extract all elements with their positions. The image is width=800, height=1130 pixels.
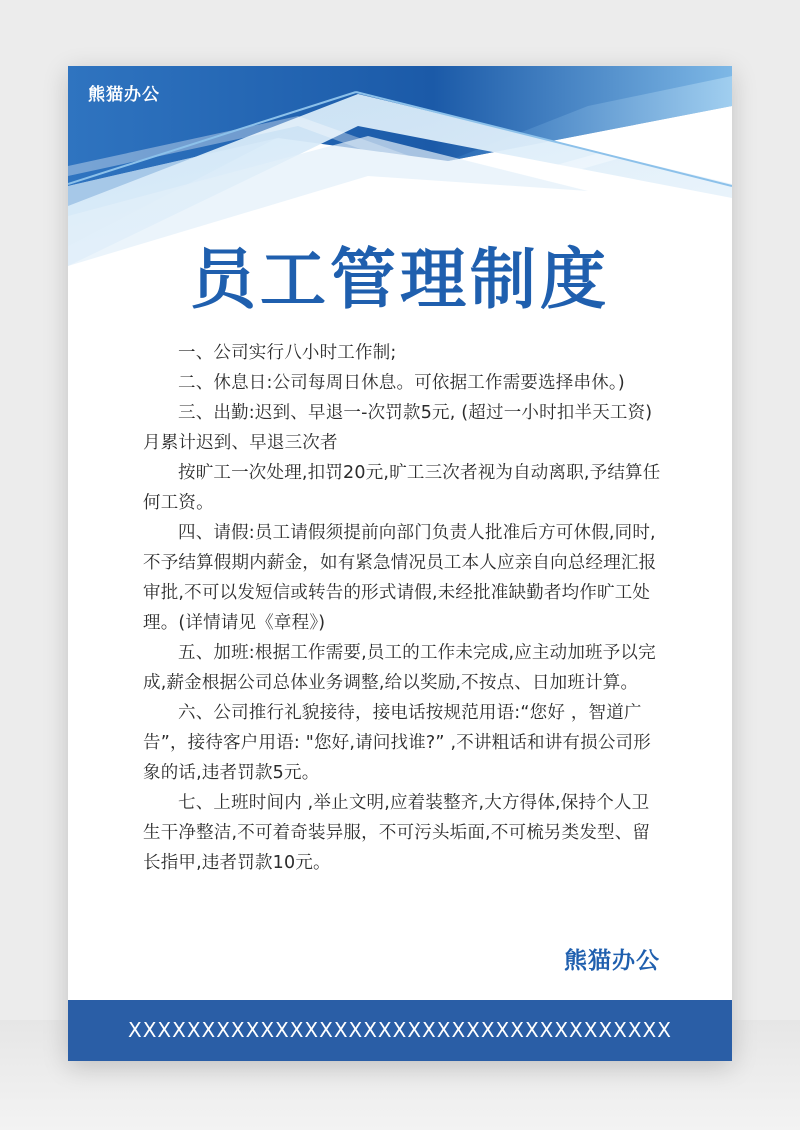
rule-paragraph: 七、上班时间内 ,举止文明,应着装整齐,大方得体,保持个人卫生干净整洁,不可着奇装异服，不可污头垢面,不可梳另类发型、留长指甲,违者罚款10元。 xyxy=(143,793,651,873)
page-title: 员工管理制度 xyxy=(190,241,610,318)
brand-logo-bottom: 熊猫办公 xyxy=(564,948,660,974)
footer-text: XXXXXXXXXXXXXXXXXXXXXXXXXXXXXXXXXXXXX xyxy=(128,1018,672,1042)
rule-paragraph: 二、休息日:公司每周日休息。可依据工作需要选择串休。) xyxy=(178,373,625,393)
rule-paragraph: 五、加班:根据工作需要,员工的工作未完成,应主动加班予以完成,薪金根据公司总体业务调整,给以奖励,不按点、日加班计算。 xyxy=(143,643,656,693)
poster-page xyxy=(68,66,732,1061)
rules-body xyxy=(143,338,663,878)
rule-paragraph: 四、请假:员工请假须提前向部门负责人批准后方可休假,同时,不予结算假期内薪金，如有紧急情况员工本人应亲自向总经理汇报审批,不可以发短信或转告的形式请假,未经批准缺勤者均作旷工处理。(详情请见《章程》) xyxy=(143,523,657,633)
footer-bar xyxy=(68,1000,732,1061)
rule-paragraph: 一、公司实行八小时工作制; xyxy=(178,343,397,363)
brand-logo-top: 熊猫办公 xyxy=(88,85,160,105)
rule-paragraph: 按旷工一次处理,扣罚20元,旷工三次者视为自动离职,予结算任何工资。 xyxy=(143,463,661,513)
rule-paragraph: 六、公司推行礼貌接待，接电话按规范用语:“您好 ，智道广告”，接待客户用语: "您好,请问找谁?” ,不讲粗话和讲有损公司形象的话,违者罚款5元。 xyxy=(143,703,651,783)
rule-paragraph: 三、出勤:迟到、早退一-次罚款5元, (超过一小时扣半天工资)月累计迟到、早退三次者 xyxy=(143,403,653,453)
